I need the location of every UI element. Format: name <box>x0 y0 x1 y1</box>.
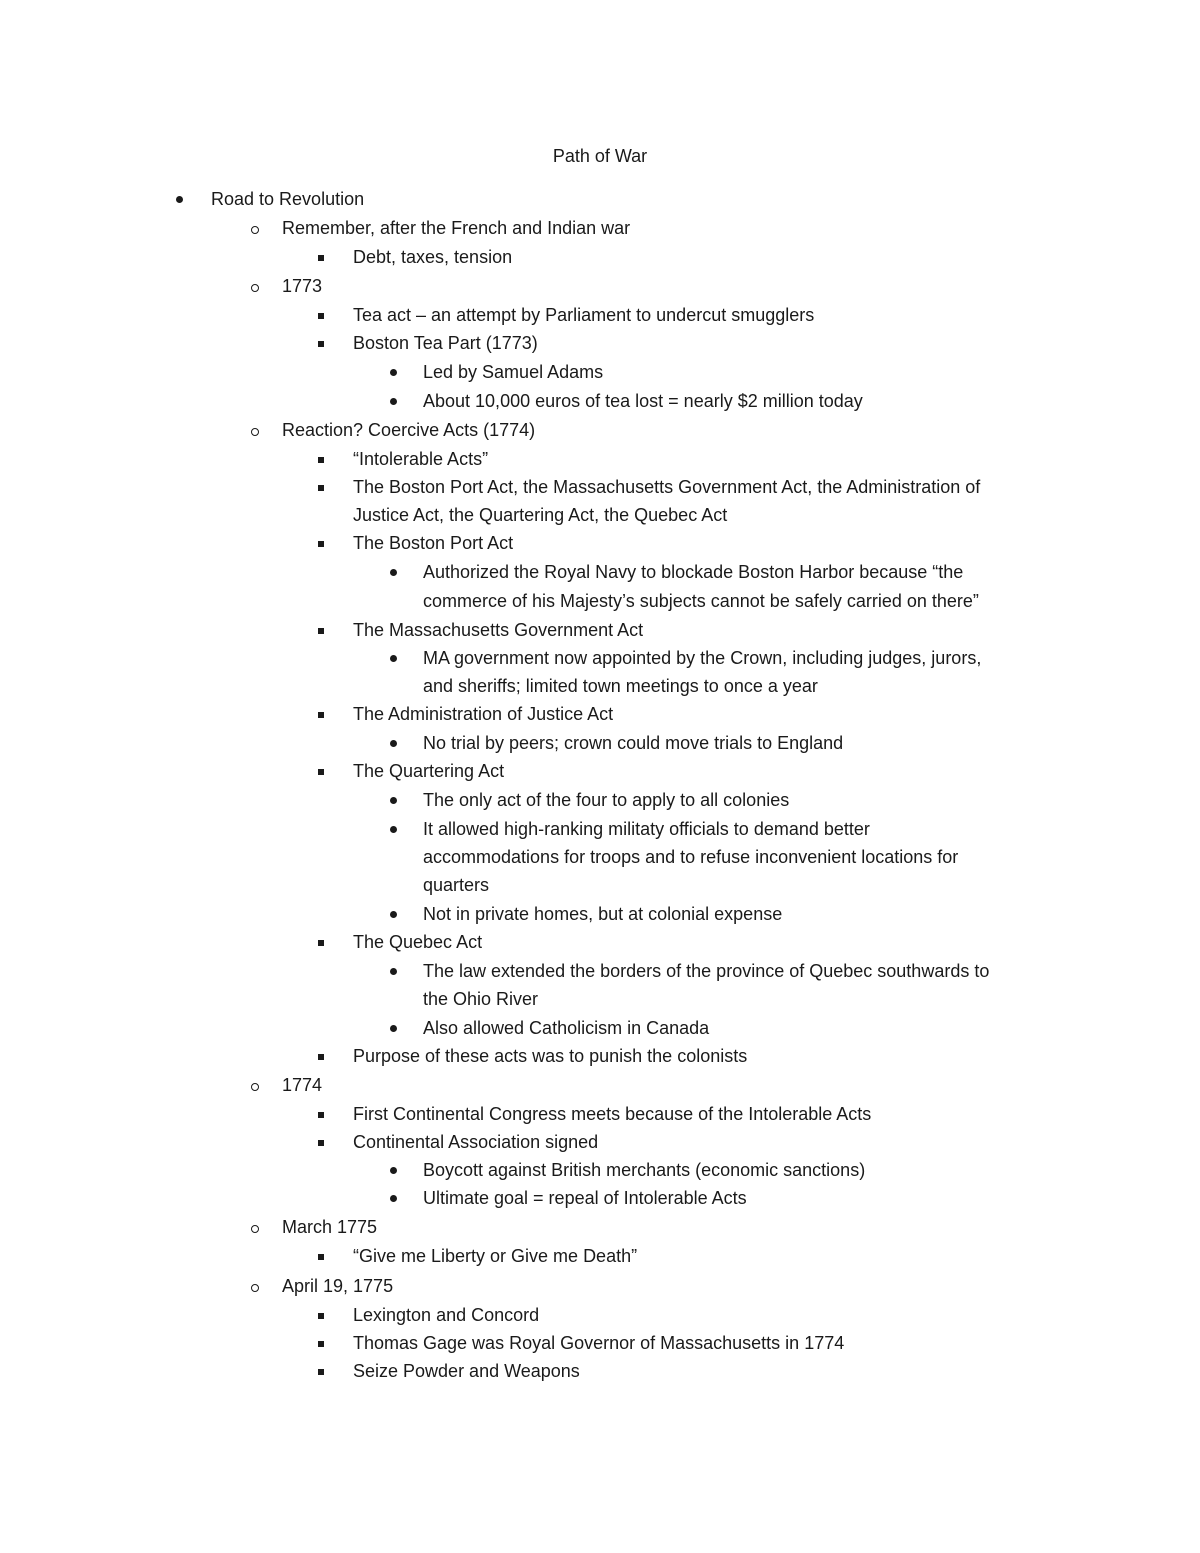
bullet-square <box>311 759 331 775</box>
outline-item-l3: Boston Tea Part (1773) <box>353 333 538 353</box>
bullet-square <box>311 618 331 634</box>
outline-item-l4: The law extended the borders of the province of Quebec southwards to <box>423 961 990 981</box>
outline-item-l4: Ultimate goal = repeal of Intolerable Acts <box>423 1188 747 1208</box>
bullet-dot <box>169 187 189 203</box>
outline-item-l4: The only act of the four to apply to all colonies <box>423 790 790 810</box>
outline-item-l4: Led by Samuel Adams <box>423 362 604 382</box>
outline-item-l4: It allowed high-ranking militaty officials to demand better <box>423 819 870 839</box>
outline-item-l3: The Quartering Act <box>353 761 505 781</box>
bullet-square <box>311 245 331 261</box>
bullet-circle <box>245 418 265 436</box>
bullet-dot <box>383 560 403 576</box>
outline-item-l3: Purpose of these acts was to punish the colonists <box>353 1046 748 1066</box>
bullet-dot <box>383 1158 403 1174</box>
outline-item-l2: 1774 <box>282 1075 323 1095</box>
bullet-square <box>311 1331 331 1347</box>
bullet-square <box>311 303 331 319</box>
outline-item-l3: Seize Powder and Weapons <box>353 1361 580 1381</box>
bullet-square <box>311 1102 331 1118</box>
bullet-dot <box>383 646 403 662</box>
bullet-dot <box>383 788 403 804</box>
outline-item-l3: The Massachusetts Government Act <box>353 620 644 640</box>
outline-item-l4: No trial by peers; crown could move trials to England <box>423 733 844 753</box>
bullet-square <box>311 1303 331 1319</box>
bullet-circle <box>245 1073 265 1091</box>
outline-item-l2: March 1775 <box>282 1217 378 1237</box>
outline-item-l2: Remember, after the French and Indian war <box>282 218 631 238</box>
outline-item-l4: Authorized the Royal Navy to blockade Boston Harbor because “the <box>423 562 964 582</box>
outline-item-l4-cont: the Ohio River <box>423 989 539 1009</box>
outline-item-l4-cont: commerce of his Majesty’s subjects cannot be safely carried on there” <box>423 591 979 611</box>
bullet-dot <box>383 959 403 975</box>
outline-item-l4: Also allowed Catholicism in Canada <box>423 1018 710 1038</box>
outline-item-l4: Not in private homes, but at colonial expense <box>423 904 783 924</box>
outline-item-l3: “Give me Liberty or Give me Death” <box>353 1246 638 1266</box>
outline-item-l3: The Administration of Justice Act <box>353 704 614 724</box>
bullet-square <box>311 447 331 463</box>
bullet-square <box>311 1359 331 1375</box>
outline-item-l3: Thomas Gage was Royal Governor of Massachusetts in 1774 <box>353 1333 845 1353</box>
outline-item-l2: Reaction? Coercive Acts (1774) <box>282 420 536 440</box>
outline-item-l2: 1773 <box>282 276 323 296</box>
outline-item-l3: The Quebec Act <box>353 932 483 952</box>
outline-item-l3: Debt, taxes, tension <box>353 247 513 267</box>
outline-item-l3: Continental Association signed <box>353 1132 599 1152</box>
outline-item-l4: MA government now appointed by the Crown, including judges, jurors, <box>423 648 982 668</box>
outline-item-l4: About 10,000 euros of tea lost = nearly $2 million today <box>423 391 863 411</box>
bullet-circle <box>245 1215 265 1233</box>
bullet-square <box>311 930 331 946</box>
outline-item-l3: First Continental Congress meets because of the Intolerable Acts <box>353 1104 872 1124</box>
bullet-dot <box>383 389 403 405</box>
bullet-dot <box>383 817 403 833</box>
bullet-square <box>311 1044 331 1060</box>
bullet-circle <box>245 274 265 292</box>
bullet-square <box>311 475 331 491</box>
outline-item-l1: Road to Revolution <box>211 189 365 209</box>
outline-item-l3: Tea act – an attempt by Parliament to undercut smugglers <box>353 305 815 325</box>
bullet-dot <box>383 1186 403 1202</box>
outline-item-l3: “Intolerable Acts” <box>353 449 489 469</box>
bullet-square <box>311 702 331 718</box>
outline-item-l4-cont: accommodations for troops and to refuse inconvenient locations for <box>423 847 959 867</box>
outline-item-l4-cont: and sheriffs; limited town meetings to once a year <box>423 676 818 696</box>
bullet-dot <box>383 902 403 918</box>
bullet-circle <box>245 216 265 234</box>
outline-item-l4: Boycott against British merchants (economic sanctions) <box>423 1160 866 1180</box>
outline-item-l3-cont: Justice Act, the Quartering Act, the Quebec Act <box>353 505 728 525</box>
page-title: Path of War <box>552 146 648 166</box>
bullet-square <box>311 331 331 347</box>
bullet-dot <box>383 360 403 376</box>
outline-item-l2: April 19, 1775 <box>282 1276 394 1296</box>
outline-item-l4-cont: quarters <box>423 875 490 895</box>
bullet-square <box>311 1130 331 1146</box>
bullet-square <box>311 531 331 547</box>
outline-item-l3: The Boston Port Act <box>353 533 514 553</box>
bullet-dot <box>383 1016 403 1032</box>
bullet-dot <box>383 731 403 747</box>
bullet-square <box>311 1244 331 1260</box>
outline-item-l3: Lexington and Concord <box>353 1305 540 1325</box>
bullet-circle <box>245 1274 265 1292</box>
outline-item-l3: The Boston Port Act, the Massachusetts Government Act, the Administration of <box>353 477 981 497</box>
